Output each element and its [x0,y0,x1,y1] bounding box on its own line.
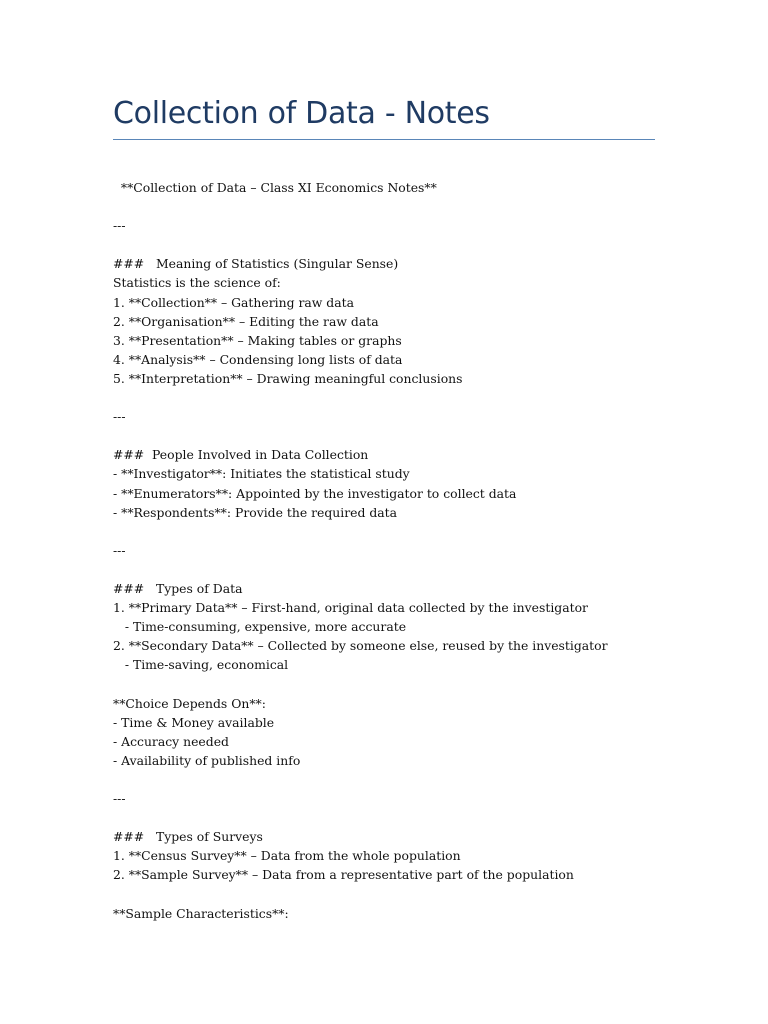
blank-line [113,426,673,445]
blank-line [113,388,673,407]
text-line: --- [113,542,126,558]
document-body [113,178,673,923]
text-line: 5. **Interpretation** – Drawing meaningful conclusions [113,370,463,386]
text-line: --- [113,218,126,234]
blank-line [113,770,673,789]
blank-line [113,235,673,254]
text-line: - Time-consuming, expensive, more accurate [113,619,407,635]
text-line: 1. **Collection** – Gathering raw data [113,294,354,310]
blank-line [113,560,673,579]
text-line: 2. **Sample Survey** – Data from a representative part of the population [113,867,574,883]
blank-line [113,197,673,216]
text-line: --- [113,409,126,425]
title-underline [113,139,655,140]
text-line: - Availability of published info [113,752,301,768]
text-line: ### People Involved in Data Collection [113,447,369,463]
text-line: 1. **Primary Data** – First-hand, original data collected by the investigator [113,600,588,616]
text-line: - Accuracy needed [113,733,229,749]
blank-line [113,674,673,693]
blank-line [113,884,673,903]
text-line: **Choice Depends On**: [113,695,266,711]
text-line: 2. **Secondary Data** – Collected by someone else, reused by the investigator [113,638,608,654]
text-line: - **Investigator**: Initiates the statistical study [113,466,410,482]
text-line: ### Meaning of Statistics (Singular Sense) [113,256,399,272]
text-line: **Collection of Data – Class XI Economics Notes** [113,180,437,195]
text-line: 1. **Census Survey** – Data from the whole population [113,848,461,864]
text-line: ### Types of Surveys [113,829,263,845]
blank-line [113,522,673,541]
blank-line [113,808,673,827]
text-line: ### Types of Data [113,580,243,596]
text-line: 3. **Presentation** – Making tables or graphs [113,332,402,348]
text-line: - Time-saving, economical [113,657,289,673]
text-line: - **Respondents**: Provide the required data [113,504,398,520]
text-line: --- [113,791,126,806]
text-line: - Time & Money available [113,714,275,730]
text-line: - **Enumerators**: Appointed by the investigator to collect data [113,485,517,501]
text-line: 4. **Analysis** – Condensing long lists of data [113,351,403,367]
text-line: **Sample Characteristics**: [113,905,289,921]
text-line: Statistics is the science of: [113,275,281,291]
text-line: 2. **Organisation** – Editing the raw data [113,313,379,329]
page-title: Collection of Data - Notes [113,96,490,131]
